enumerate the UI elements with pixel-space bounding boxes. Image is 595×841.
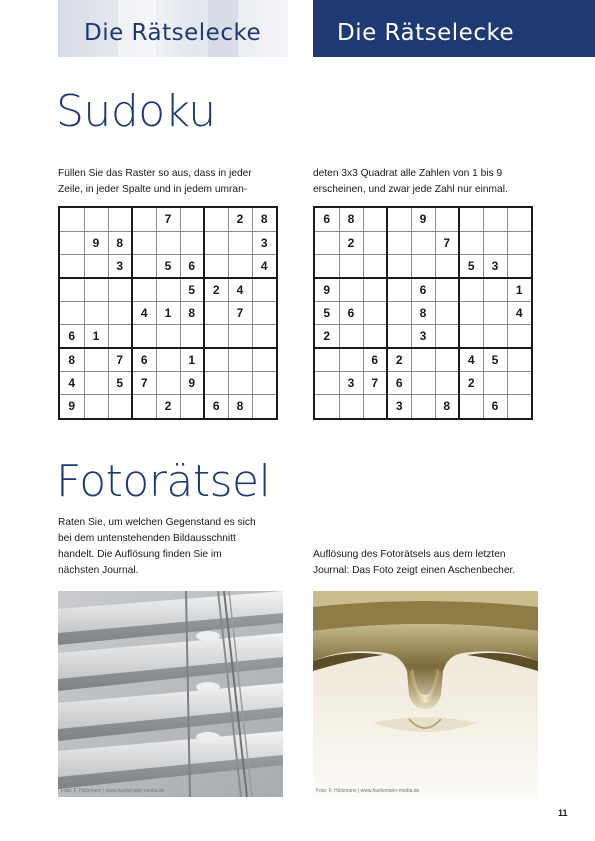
sudoku-row [60, 231, 276, 254]
sudoku-table [315, 208, 531, 418]
sudoku-cell[interactable] [315, 394, 339, 417]
sudoku-cell[interactable] [60, 255, 84, 278]
sudoku-cell[interactable] [180, 231, 204, 254]
sudoku-cell[interactable] [156, 278, 180, 301]
sudoku-cell[interactable]: 5 [315, 301, 339, 324]
sudoku-cell[interactable] [507, 208, 531, 231]
sudoku-cell[interactable]: 7 [108, 348, 132, 371]
sudoku-cell[interactable] [315, 231, 339, 254]
sudoku-cell[interactable] [363, 394, 387, 417]
sudoku-intro-right-line: erscheinen, und zwar jede Zahl nur einmal. [313, 184, 508, 195]
header-title-right: Die Rätselecke [337, 20, 515, 46]
header-title-left: Die Rätselecke [84, 20, 262, 46]
sudoku-cell[interactable] [435, 278, 459, 301]
puzzle-photo-blinds [58, 591, 283, 797]
sudoku-grid-left [58, 206, 278, 420]
sudoku-cell[interactable] [363, 231, 387, 254]
sudoku-intro-right-line: deten 3x3 Quadrat alle Zahlen von 1 bis 9 [313, 168, 503, 179]
sudoku-cell[interactable] [411, 255, 435, 278]
sudoku-cell[interactable] [435, 324, 459, 347]
sudoku-row [315, 231, 531, 254]
sudoku-cell[interactable] [507, 394, 531, 417]
sudoku-row [315, 255, 531, 278]
sudoku-cell[interactable] [156, 231, 180, 254]
photo-credit: Foto: F. Hülsmann | www.huelsmann-media.de [61, 788, 165, 794]
sudoku-cell[interactable]: 8 [435, 394, 459, 417]
sudoku-row [315, 278, 531, 301]
sudoku-cell[interactable]: 8 [252, 208, 276, 231]
sudoku-cell[interactable] [204, 371, 228, 394]
solution-photo-ashtray [313, 591, 538, 797]
sudoku-cell[interactable] [228, 348, 252, 371]
sudoku-cell[interactable] [483, 278, 507, 301]
sudoku-cell[interactable]: 9 [180, 371, 204, 394]
sudoku-cell[interactable]: 2 [387, 348, 411, 371]
sudoku-cell[interactable]: 6 [315, 208, 339, 231]
sudoku-cell[interactable] [204, 324, 228, 347]
sudoku-cell[interactable]: 5 [156, 255, 180, 278]
sudoku-row [315, 371, 531, 394]
sudoku-intro-left [58, 166, 252, 198]
page-number: 11 [558, 808, 568, 818]
sudoku-cell[interactable] [339, 255, 363, 278]
sudoku-cell[interactable]: 7 [228, 301, 252, 324]
sudoku-grid-right [313, 206, 533, 420]
sudoku-cell[interactable]: 8 [228, 394, 252, 417]
sudoku-cell[interactable] [180, 208, 204, 231]
sudoku-cell[interactable]: 2 [339, 231, 363, 254]
sudoku-cell[interactable]: 8 [60, 348, 84, 371]
sudoku-cell[interactable] [387, 278, 411, 301]
sudoku-row [60, 301, 276, 324]
sudoku-cell[interactable] [108, 278, 132, 301]
sudoku-cell[interactable] [483, 371, 507, 394]
sudoku-cell[interactable]: 2 [204, 278, 228, 301]
sudoku-cell[interactable] [60, 278, 84, 301]
sudoku-intro-left-line: Zeile, in jeder Spalte und in jedem umran- [58, 184, 248, 195]
sudoku-cell[interactable] [435, 371, 459, 394]
sudoku-cell[interactable]: 2 [315, 324, 339, 347]
sudoku-cell[interactable]: 7 [435, 231, 459, 254]
sudoku-cell[interactable] [435, 301, 459, 324]
ashtray-illustration [313, 591, 538, 797]
sudoku-cell[interactable] [483, 301, 507, 324]
sudoku-cell[interactable] [411, 394, 435, 417]
photo-credit: Foto: F. Hülsmann | www.huelsmann-media.de [316, 788, 420, 794]
sudoku-cell[interactable] [84, 301, 108, 324]
foto-intro-right-line: Auflösung des Fotorätsels aus dem letzten [313, 549, 506, 560]
sudoku-row [60, 394, 276, 417]
sudoku-cell[interactable]: 6 [387, 371, 411, 394]
sudoku-cell[interactable] [228, 324, 252, 347]
foto-intro-left [58, 515, 256, 579]
sudoku-cell[interactable] [60, 231, 84, 254]
sudoku-cell[interactable]: 6 [363, 348, 387, 371]
sudoku-cell[interactable] [156, 371, 180, 394]
sudoku-cell[interactable] [507, 371, 531, 394]
sudoku-cell[interactable] [108, 324, 132, 347]
sudoku-cell[interactable] [339, 348, 363, 371]
header-banner-right [313, 0, 595, 57]
sudoku-cell[interactable] [132, 278, 156, 301]
sudoku-cell[interactable]: 7 [132, 371, 156, 394]
sudoku-cell[interactable]: 4 [459, 348, 483, 371]
sudoku-cell[interactable]: 3 [411, 324, 435, 347]
sudoku-cell[interactable] [84, 255, 108, 278]
sudoku-cell[interactable] [180, 324, 204, 347]
sudoku-cell[interactable] [363, 301, 387, 324]
foto-intro-left-line: nächsten Journal. [58, 565, 139, 576]
sudoku-cell[interactable] [132, 231, 156, 254]
sudoku-cell[interactable]: 7 [156, 208, 180, 231]
sudoku-cell[interactable]: 6 [483, 394, 507, 417]
sudoku-cell[interactable]: 8 [339, 208, 363, 231]
sudoku-cell[interactable]: 3 [252, 231, 276, 254]
sudoku-row [60, 208, 276, 231]
sudoku-cell[interactable] [483, 231, 507, 254]
sudoku-cell[interactable] [339, 278, 363, 301]
sudoku-cell[interactable] [363, 208, 387, 231]
sudoku-cell[interactable]: 6 [411, 278, 435, 301]
sudoku-cell[interactable] [363, 324, 387, 347]
sudoku-row [315, 324, 531, 347]
sudoku-cell[interactable]: 6 [339, 301, 363, 324]
sudoku-cell[interactable] [483, 324, 507, 347]
sudoku-cell[interactable]: 5 [483, 348, 507, 371]
sudoku-cell[interactable] [387, 255, 411, 278]
sudoku-cell[interactable]: 6 [132, 348, 156, 371]
sudoku-cell[interactable]: 3 [387, 394, 411, 417]
sudoku-cell[interactable]: 6 [60, 324, 84, 347]
sudoku-cell[interactable] [84, 278, 108, 301]
sudoku-intro-right [313, 166, 508, 198]
sudoku-cell[interactable] [252, 348, 276, 371]
sudoku-cell[interactable]: 6 [180, 255, 204, 278]
sudoku-row [60, 371, 276, 394]
sudoku-cell[interactable]: 4 [132, 301, 156, 324]
sudoku-cell[interactable] [204, 301, 228, 324]
sudoku-cell[interactable] [387, 324, 411, 347]
sudoku-row [315, 394, 531, 417]
sudoku-cell[interactable] [108, 394, 132, 417]
sudoku-cell[interactable] [228, 371, 252, 394]
sudoku-cell[interactable] [339, 324, 363, 347]
sudoku-row [315, 208, 531, 231]
sudoku-cell[interactable] [411, 348, 435, 371]
sudoku-cell[interactable] [363, 278, 387, 301]
sudoku-cell[interactable] [156, 324, 180, 347]
sudoku-intro-left-line: Füllen Sie das Raster so aus, dass in jeder [58, 168, 252, 179]
sudoku-cell[interactable] [132, 324, 156, 347]
sudoku-table [60, 208, 276, 418]
sudoku-cell[interactable] [363, 255, 387, 278]
foto-intro-left-line: bei dem untenstehenden Bildausschnitt [58, 533, 236, 544]
sudoku-cell[interactable] [228, 231, 252, 254]
sudoku-cell[interactable] [387, 208, 411, 231]
sudoku-cell[interactable]: 2 [459, 371, 483, 394]
sudoku-cell[interactable]: 1 [156, 301, 180, 324]
sudoku-cell[interactable] [459, 324, 483, 347]
sudoku-cell[interactable]: 6 [204, 394, 228, 417]
foto-intro-right [313, 547, 515, 579]
sudoku-cell[interactable] [156, 348, 180, 371]
sudoku-cell[interactable]: 9 [84, 231, 108, 254]
sudoku-row [60, 348, 276, 371]
foto-intro-left-line: Raten Sie, um welchen Gegenstand es sich [58, 517, 256, 528]
blinds-illustration [58, 591, 283, 797]
sudoku-cell[interactable] [459, 301, 483, 324]
sudoku-cell[interactable] [204, 255, 228, 278]
sudoku-cell[interactable] [132, 255, 156, 278]
sudoku-cell[interactable] [459, 231, 483, 254]
sudoku-cell[interactable] [204, 348, 228, 371]
sudoku-row [60, 255, 276, 278]
sudoku-cell[interactable]: 8 [411, 301, 435, 324]
sudoku-row [315, 301, 531, 324]
sudoku-row [60, 324, 276, 347]
sudoku-cell[interactable] [180, 394, 204, 417]
sudoku-cell[interactable] [483, 208, 507, 231]
sudoku-cell[interactable] [252, 301, 276, 324]
sudoku-cell[interactable]: 5 [108, 371, 132, 394]
sudoku-cell[interactable] [108, 301, 132, 324]
sudoku-cell[interactable] [315, 371, 339, 394]
sudoku-cell[interactable] [315, 255, 339, 278]
sudoku-cell[interactable] [339, 394, 363, 417]
sudoku-cell[interactable]: 3 [339, 371, 363, 394]
sudoku-cell[interactable] [435, 255, 459, 278]
sudoku-cell[interactable]: 5 [459, 255, 483, 278]
sudoku-cell[interactable] [204, 208, 228, 231]
sudoku-cell[interactable]: 4 [60, 371, 84, 394]
sudoku-cell[interactable]: 8 [108, 231, 132, 254]
sudoku-cell[interactable] [507, 255, 531, 278]
sudoku-cell[interactable] [84, 394, 108, 417]
sudoku-cell[interactable]: 5 [180, 278, 204, 301]
header-banner-left [58, 0, 288, 57]
sudoku-cell[interactable] [132, 208, 156, 231]
sudoku-cell[interactable]: 4 [507, 301, 531, 324]
sudoku-cell[interactable] [252, 324, 276, 347]
sudoku-cell[interactable] [435, 348, 459, 371]
sudoku-cell[interactable] [387, 301, 411, 324]
sudoku-cell[interactable] [507, 324, 531, 347]
sudoku-cell[interactable]: 7 [363, 371, 387, 394]
sudoku-cell[interactable]: 3 [483, 255, 507, 278]
sudoku-cell[interactable] [132, 394, 156, 417]
sudoku-cell[interactable] [84, 371, 108, 394]
sudoku-cell[interactable] [315, 348, 339, 371]
sudoku-cell[interactable] [228, 255, 252, 278]
sudoku-cell[interactable] [60, 208, 84, 231]
sudoku-cell[interactable]: 9 [60, 394, 84, 417]
sudoku-cell[interactable] [411, 371, 435, 394]
sudoku-cell[interactable] [387, 231, 411, 254]
sudoku-cell[interactable]: 2 [156, 394, 180, 417]
sudoku-title: Sudoku [56, 86, 216, 137]
sudoku-cell[interactable] [204, 231, 228, 254]
sudoku-row [60, 278, 276, 301]
sudoku-cell[interactable]: 2 [228, 208, 252, 231]
sudoku-cell[interactable] [252, 394, 276, 417]
sudoku-cell[interactable] [84, 348, 108, 371]
sudoku-cell[interactable] [108, 208, 132, 231]
sudoku-row [315, 348, 531, 371]
sudoku-cell[interactable]: 9 [315, 278, 339, 301]
sudoku-cell[interactable]: 4 [228, 278, 252, 301]
sudoku-cell[interactable] [252, 371, 276, 394]
sudoku-cell[interactable] [459, 394, 483, 417]
sudoku-cell[interactable] [60, 301, 84, 324]
sudoku-cell[interactable]: 1 [84, 324, 108, 347]
sudoku-cell[interactable]: 9 [411, 208, 435, 231]
sudoku-cell[interactable] [84, 208, 108, 231]
sudoku-cell[interactable] [411, 231, 435, 254]
foto-title: Fotorätsel [56, 456, 271, 507]
sudoku-cell[interactable] [507, 231, 531, 254]
sudoku-cell[interactable]: 1 [180, 348, 204, 371]
sudoku-cell[interactable] [459, 208, 483, 231]
sudoku-cell[interactable]: 8 [180, 301, 204, 324]
sudoku-cell[interactable]: 4 [252, 255, 276, 278]
sudoku-cell[interactable] [435, 208, 459, 231]
sudoku-cell[interactable]: 1 [507, 278, 531, 301]
sudoku-cell[interactable] [459, 278, 483, 301]
sudoku-cell[interactable] [252, 278, 276, 301]
sudoku-cell[interactable] [507, 348, 531, 371]
foto-intro-left-line: handelt. Die Auflösung finden Sie im [58, 549, 222, 560]
foto-intro-right-line: Journal: Das Foto zeigt einen Aschenbecher. [313, 565, 516, 576]
sudoku-cell[interactable]: 3 [108, 255, 132, 278]
